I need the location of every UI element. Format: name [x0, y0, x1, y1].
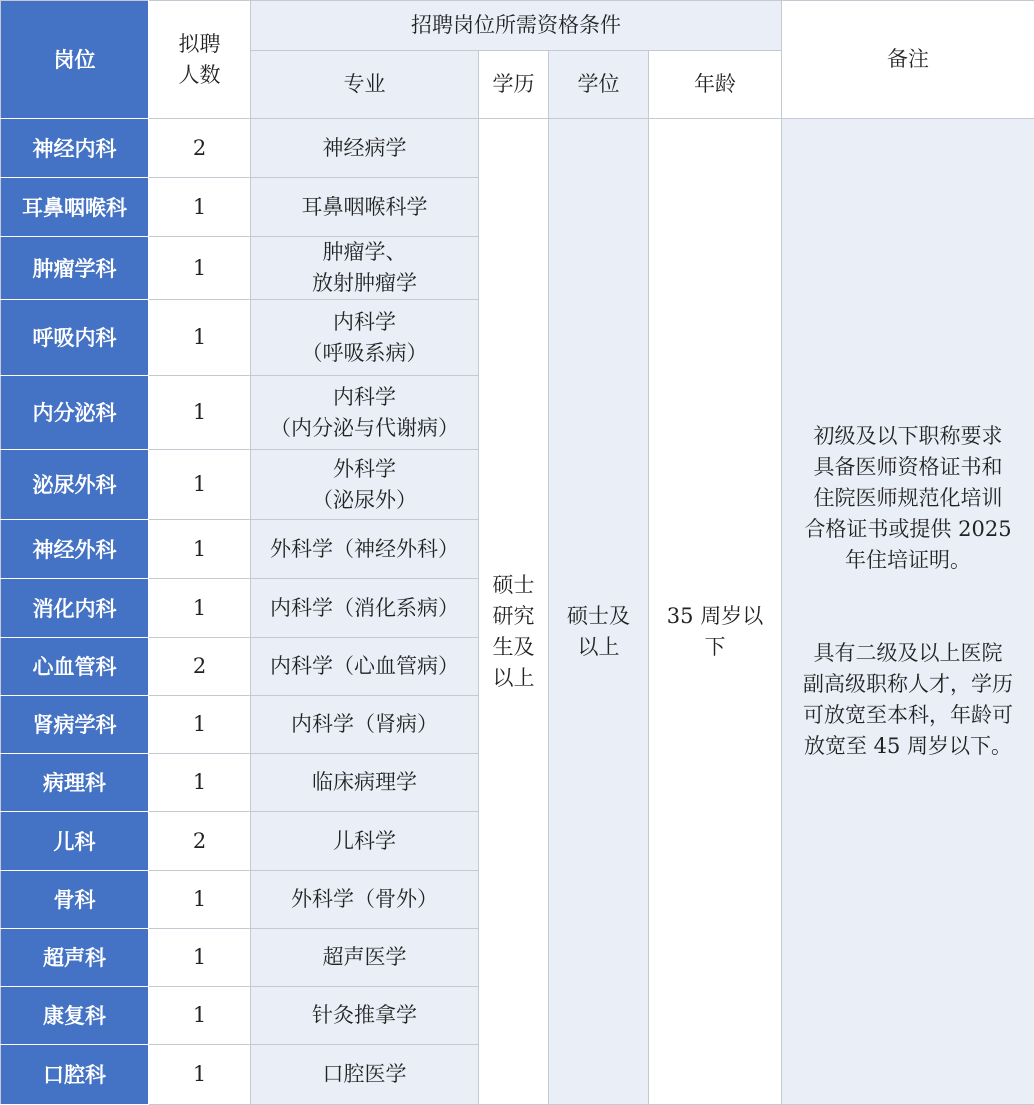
education-line: 研究 — [492, 603, 535, 628]
major-cell — [251, 579, 479, 638]
major-line: 临床病理学 — [312, 770, 417, 794]
count-cell: 1 — [149, 376, 251, 450]
major-line: 内科学 — [333, 309, 396, 334]
major-line: 口腔医学 — [322, 1062, 407, 1086]
post-cell: 病理科 — [1, 754, 149, 812]
remarks-cell — [782, 119, 1034, 1105]
education-cell — [479, 119, 549, 1105]
post-cell: 神经外科 — [1, 520, 149, 579]
count-cell: 2 — [149, 638, 251, 696]
count-cell: 1 — [149, 450, 251, 520]
major-cell — [251, 520, 479, 579]
post-cell: 神经内科 — [1, 119, 149, 178]
header-major: 专业 — [251, 51, 479, 119]
remarks-line: 住院医师规范化培训 — [813, 486, 1003, 510]
header-post: 岗位 — [1, 1, 149, 119]
major-line: 超声医学 — [322, 945, 407, 969]
remarks-line: 初级及以下职称要求 — [813, 424, 1003, 448]
education-line: 以上 — [492, 665, 535, 690]
count-cell: 1 — [149, 178, 251, 237]
major-cell — [251, 754, 479, 812]
remarks-spacer — [786, 576, 1030, 638]
major-cell — [251, 929, 479, 987]
post-cell: 骨科 — [1, 871, 149, 929]
major-cell — [251, 1045, 479, 1105]
major-line: （呼吸系病） — [301, 340, 428, 365]
major-line: 针灸推拿学 — [312, 1003, 417, 1027]
major-cell — [251, 871, 479, 929]
major-line: 外科学（骨外） — [291, 887, 438, 911]
major-line: 肿瘤学、 — [322, 240, 407, 264]
header-requirements: 招聘岗位所需资格条件 — [251, 1, 782, 51]
degree-cell — [549, 119, 649, 1105]
education-line: 生及 — [492, 634, 535, 659]
count-cell: 1 — [149, 520, 251, 579]
count-cell: 1 — [149, 579, 251, 638]
age-line: 下 — [704, 634, 726, 659]
remarks-line: 放宽至 45 周岁以下。 — [803, 734, 1013, 758]
header-age: 年龄 — [649, 51, 782, 119]
post-cell: 康复科 — [1, 987, 149, 1045]
count-cell: 1 — [149, 871, 251, 929]
count-cell: 1 — [149, 754, 251, 812]
post-cell: 口腔科 — [1, 1045, 149, 1105]
count-cell: 1 — [149, 696, 251, 754]
count-cell: 1 — [149, 1045, 251, 1105]
count-cell: 1 — [149, 300, 251, 376]
post-cell: 耳鼻咽喉科 — [1, 178, 149, 237]
header-count — [149, 1, 251, 119]
header-remarks: 备注 — [782, 1, 1034, 119]
post-cell: 超声科 — [1, 929, 149, 987]
major-line: 内科学（消化系病） — [270, 595, 459, 620]
count-cell: 2 — [149, 119, 251, 178]
major-line: 内科学 — [333, 384, 396, 409]
post-cell: 泌尿外科 — [1, 450, 149, 520]
major-cell — [251, 812, 479, 871]
post-cell: 儿科 — [1, 812, 149, 871]
post-cell: 肿瘤学科 — [1, 237, 149, 300]
remarks-line: 具有二级及以上医院 — [813, 641, 1003, 665]
major-line: 内科学（心血管病） — [270, 654, 459, 678]
remarks-line: 具备医师资格证书和 — [813, 455, 1003, 479]
major-cell — [251, 376, 479, 450]
major-line: 儿科学 — [333, 828, 396, 853]
major-line: 放射肿瘤学 — [312, 271, 417, 295]
remarks-line: 副高级职称人才，学历 — [803, 672, 1013, 696]
count-cell: 1 — [149, 237, 251, 300]
header-degree: 学位 — [549, 51, 649, 119]
education-line: 硕士 — [492, 572, 535, 597]
post-cell: 呼吸内科 — [1, 300, 149, 376]
remarks-line: 年住培证明。 — [845, 548, 971, 572]
degree-line: 以上 — [577, 634, 620, 659]
table-row — [1, 119, 1034, 178]
age-cell — [649, 119, 782, 1105]
post-cell: 消化内科 — [1, 579, 149, 638]
major-cell — [251, 300, 479, 376]
major-cell — [251, 987, 479, 1045]
header-count-line2: 人数 — [178, 62, 221, 87]
degree-line: 硕士及 — [567, 603, 630, 628]
post-cell: 肾病学科 — [1, 696, 149, 754]
remarks-line: 可放宽至本科，年龄可 — [803, 703, 1013, 727]
major-line: 外科学（神经外科） — [270, 536, 459, 561]
count-cell: 2 — [149, 812, 251, 871]
major-line: 外科学 — [333, 456, 396, 481]
header-count-line1: 拟聘 — [178, 31, 221, 56]
post-cell: 心血管科 — [1, 638, 149, 696]
major-cell — [251, 237, 479, 300]
major-line: 内科学（肾病） — [291, 712, 438, 736]
major-cell — [251, 696, 479, 754]
major-cell — [251, 119, 479, 178]
major-line: （泌尿外） — [312, 487, 417, 512]
major-cell — [251, 638, 479, 696]
major-line: （内分泌与代谢病） — [270, 415, 459, 440]
count-cell: 1 — [149, 987, 251, 1045]
major-line: 神经病学 — [322, 135, 407, 160]
age-line: 35 周岁以 — [666, 603, 764, 628]
major-line: 耳鼻咽喉科学 — [301, 194, 428, 219]
header-education: 学历 — [479, 51, 549, 119]
major-cell — [251, 178, 479, 237]
major-cell — [251, 450, 479, 520]
post-cell: 内分泌科 — [1, 376, 149, 450]
count-cell: 1 — [149, 929, 251, 987]
remarks-line: 合格证书或提供 2025 — [804, 517, 1012, 541]
